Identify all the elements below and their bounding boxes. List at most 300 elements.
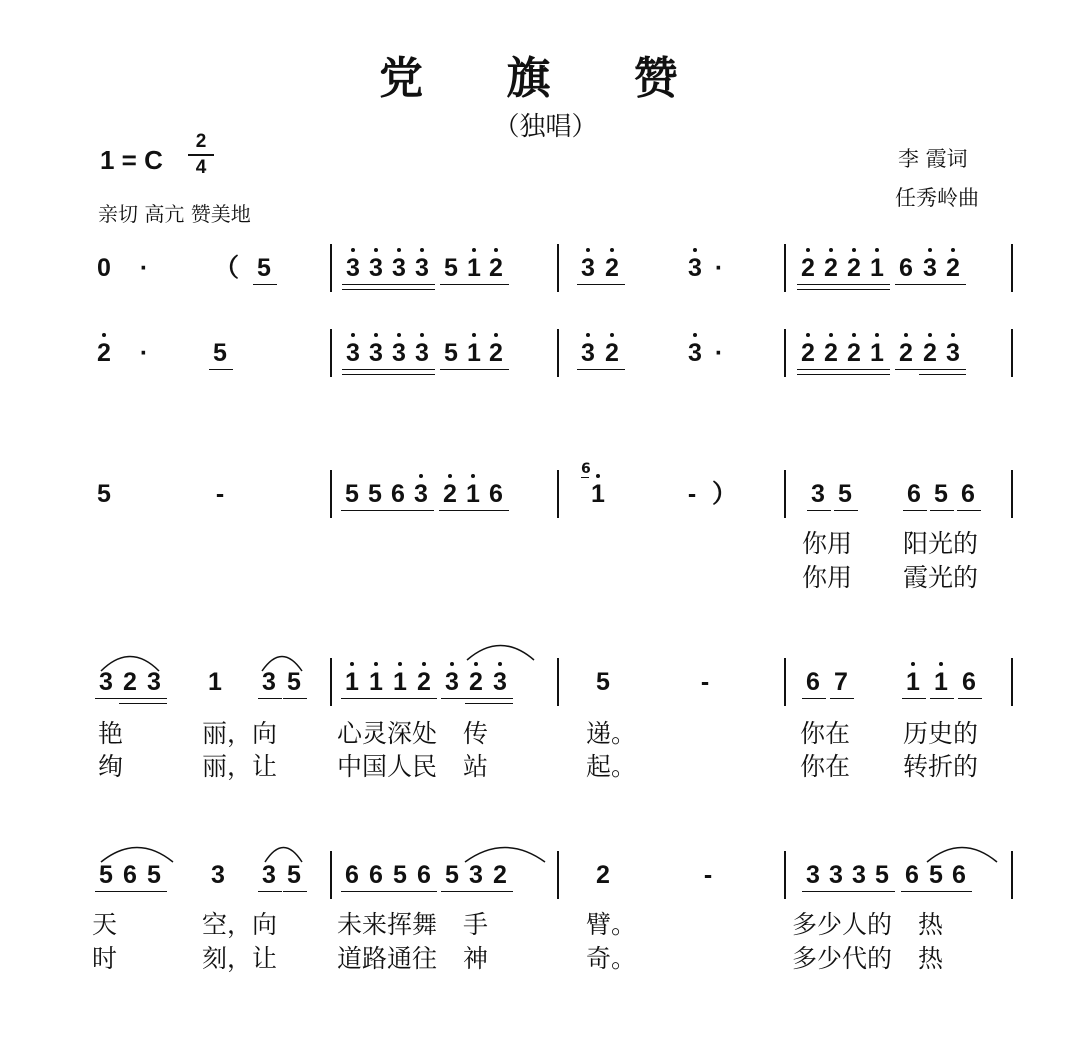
- beam-line: [843, 289, 867, 290]
- note: 6: [391, 480, 405, 508]
- octave-dot: [472, 248, 476, 252]
- lyric-text: 热: [918, 944, 944, 973]
- beam-line: [848, 891, 872, 892]
- beam-line: [866, 289, 890, 290]
- note: 3: [852, 861, 866, 889]
- beam-line: [895, 369, 919, 370]
- note: 2: [417, 668, 431, 696]
- song-title: 党 旗 赞: [379, 53, 712, 104]
- note: 1: [906, 668, 920, 696]
- note: 5: [444, 339, 458, 367]
- note: 3: [346, 254, 360, 282]
- octave-dot: [806, 333, 810, 337]
- beam-line: [866, 284, 890, 285]
- note: 5: [287, 668, 301, 696]
- beam-line: [388, 369, 412, 370]
- note: 2: [443, 480, 457, 508]
- note: 2: [801, 254, 815, 282]
- beam-line: [919, 369, 943, 370]
- barline: [557, 851, 559, 899]
- note: 2: [801, 339, 815, 367]
- beam-line: [930, 698, 954, 699]
- note: ·: [139, 254, 149, 282]
- note: 1: [870, 254, 884, 282]
- beam-line: [441, 891, 465, 892]
- lyric-text: 丽，向: [202, 719, 278, 748]
- note: 5: [213, 339, 227, 367]
- octave-dot: [610, 333, 614, 337]
- note: 2: [596, 861, 610, 889]
- note: 6: [961, 480, 975, 508]
- beam-line: [341, 698, 365, 699]
- note: 3: [262, 668, 276, 696]
- lyric-text: 转折的: [903, 752, 979, 781]
- note: 6: [489, 480, 503, 508]
- octave-dot: [939, 662, 943, 666]
- octave-dot: [951, 248, 955, 252]
- note: 5: [929, 861, 943, 889]
- note: -: [703, 861, 713, 889]
- octave-dot: [472, 333, 476, 337]
- beam-line: [958, 698, 982, 699]
- octave-dot: [397, 333, 401, 337]
- lyric-text: 道路通往: [337, 944, 438, 973]
- barline: [557, 470, 559, 518]
- slur: [261, 656, 303, 672]
- barline: [557, 658, 559, 706]
- note: 6: [123, 861, 137, 889]
- lyric-text: 奇。: [586, 944, 637, 973]
- octave-dot: [398, 662, 402, 666]
- note: 2: [605, 339, 619, 367]
- octave-dot: [450, 662, 454, 666]
- beam-line: [802, 698, 826, 699]
- lyric-text: 历史的: [903, 719, 979, 748]
- barline: [330, 851, 332, 899]
- beam-line: [942, 374, 966, 375]
- lyric-text: 你在: [800, 719, 851, 748]
- beam-line: [387, 510, 411, 511]
- beam-line: [925, 891, 949, 892]
- beam-line: [485, 284, 509, 285]
- beam-line: [820, 284, 844, 285]
- lyric-text: 你在: [800, 752, 851, 781]
- beam-line: [797, 374, 821, 375]
- octave-dot: [350, 662, 354, 666]
- note: 2: [946, 254, 960, 282]
- beam-line: [465, 703, 489, 704]
- note: 5: [393, 861, 407, 889]
- beam-line: [902, 698, 926, 699]
- beam-line: [341, 510, 365, 511]
- note: 5: [345, 480, 359, 508]
- octave-dot: [610, 248, 614, 252]
- barline: [1011, 851, 1013, 899]
- beam-line: [601, 284, 625, 285]
- note: 5: [838, 480, 852, 508]
- lyric-text: 阳光的: [903, 529, 979, 558]
- beam-line: [797, 369, 821, 370]
- note: 2: [97, 339, 111, 367]
- note: -: [687, 480, 697, 508]
- key-signature: 1 = C: [100, 145, 163, 175]
- note: 3: [392, 254, 406, 282]
- beam-line: [820, 374, 844, 375]
- lyric-text: 多少代的: [792, 944, 893, 973]
- note: 1: [345, 668, 359, 696]
- beam-line: [365, 369, 389, 370]
- barline: [1011, 244, 1013, 292]
- beam-line: [342, 284, 366, 285]
- beam-line: [283, 698, 307, 699]
- note: ）: [712, 480, 738, 508]
- note: （: [214, 254, 240, 282]
- beam-line: [485, 369, 509, 370]
- octave-dot: [474, 662, 478, 666]
- beam-line: [802, 891, 826, 892]
- note: 3: [99, 668, 113, 696]
- note: 5: [444, 254, 458, 282]
- lyric-text: 刻，让: [202, 944, 278, 973]
- octave-dot: [928, 333, 932, 337]
- lyric-text: 起。: [586, 752, 637, 781]
- beam-line: [143, 698, 167, 699]
- barline: [1011, 329, 1013, 377]
- note: 2: [605, 254, 619, 282]
- beam-line: [388, 374, 412, 375]
- beam-line: [119, 698, 143, 699]
- beam-line: [465, 698, 489, 699]
- beam-line: [365, 698, 389, 699]
- barline: [784, 329, 786, 377]
- beam-line: [463, 369, 487, 370]
- note: 3: [811, 480, 825, 508]
- note: -: [215, 480, 225, 508]
- note: 5: [596, 668, 610, 696]
- beam-line: [942, 284, 966, 285]
- note: 1: [208, 668, 222, 696]
- octave-dot: [471, 474, 475, 478]
- lyric-text: 空，向: [202, 910, 278, 939]
- lyric-text: 手: [463, 910, 489, 939]
- beam-line: [341, 891, 365, 892]
- barline: [784, 470, 786, 518]
- beam-line: [389, 891, 413, 892]
- lyric-text: 绚: [98, 752, 124, 781]
- lyric-text: 心灵深处: [337, 719, 438, 748]
- note: 5: [97, 480, 111, 508]
- note: 2: [923, 339, 937, 367]
- beam-line: [440, 284, 464, 285]
- note: 3: [147, 668, 161, 696]
- beam-line: [485, 510, 509, 511]
- note: 2: [824, 254, 838, 282]
- octave-dot: [586, 248, 590, 252]
- beam-line: [258, 698, 282, 699]
- octave-dot: [875, 248, 879, 252]
- note: 3: [493, 668, 507, 696]
- beam-line: [797, 289, 821, 290]
- beam-line: [903, 510, 927, 511]
- octave-dot: [374, 248, 378, 252]
- note: 2: [847, 339, 861, 367]
- octave-dot: [596, 474, 600, 478]
- note: 6: [907, 480, 921, 508]
- note: 6: [345, 861, 359, 889]
- note: 3: [392, 339, 406, 367]
- slur: [100, 847, 174, 863]
- octave-dot: [419, 474, 423, 478]
- note: 6: [962, 668, 976, 696]
- octave-dot: [420, 333, 424, 337]
- lyric-text: 神: [463, 944, 489, 973]
- octave-dot: [586, 333, 590, 337]
- barline: [330, 329, 332, 377]
- note: 5: [287, 861, 301, 889]
- beam-line: [413, 698, 437, 699]
- octave-dot: [829, 333, 833, 337]
- beam-line: [834, 510, 858, 511]
- note: 1: [934, 668, 948, 696]
- beam-line: [441, 698, 465, 699]
- beam-line: [825, 891, 849, 892]
- beam-line: [342, 289, 366, 290]
- octave-dot: [693, 333, 697, 337]
- octave-dot: [420, 248, 424, 252]
- beam-line: [871, 891, 895, 892]
- barline: [784, 658, 786, 706]
- lyric-text: 递。: [586, 719, 637, 748]
- beam-line: [462, 510, 486, 511]
- lyricist-credit: 李 霞词: [898, 147, 968, 171]
- slur: [264, 847, 303, 863]
- note: 5: [445, 861, 459, 889]
- slur: [466, 645, 535, 661]
- octave-dot: [374, 662, 378, 666]
- beam-line: [919, 284, 943, 285]
- octave-dot: [351, 248, 355, 252]
- note: 3: [581, 339, 595, 367]
- beam-line: [577, 369, 601, 370]
- slur: [464, 847, 546, 863]
- beam-line: [364, 510, 388, 511]
- note: 6: [417, 861, 431, 889]
- note: 1: [467, 254, 481, 282]
- note: 6: [905, 861, 919, 889]
- note: 5: [875, 861, 889, 889]
- beam-line: [830, 698, 854, 699]
- beam-line: [365, 289, 389, 290]
- note: 2: [469, 668, 483, 696]
- note: 3: [445, 668, 459, 696]
- note: 5: [147, 861, 161, 889]
- lyric-text: 站: [463, 752, 489, 781]
- beam-line: [258, 891, 282, 892]
- beam-line: [342, 369, 366, 370]
- beam-line: [411, 374, 435, 375]
- beam-line: [930, 510, 954, 511]
- beam-line: [411, 289, 435, 290]
- note: 6: [952, 861, 966, 889]
- beam-line: [577, 284, 601, 285]
- lyric-text: 时: [92, 944, 118, 973]
- note: 5: [934, 480, 948, 508]
- barline: [1011, 470, 1013, 518]
- note: 5: [368, 480, 382, 508]
- note: 2: [489, 339, 503, 367]
- barline: [330, 470, 332, 518]
- lyric-text: 你用: [802, 563, 853, 592]
- octave-dot: [374, 333, 378, 337]
- beam-line: [342, 374, 366, 375]
- beam-line: [489, 698, 513, 699]
- lyric-text: 臂。: [586, 910, 637, 939]
- beam-line: [489, 891, 513, 892]
- beam-line: [957, 510, 981, 511]
- barline: [557, 329, 559, 377]
- barline: [784, 851, 786, 899]
- octave-dot: [829, 248, 833, 252]
- beam-line: [413, 891, 437, 892]
- beam-line: [866, 369, 890, 370]
- note: 1: [466, 480, 480, 508]
- beam-line: [253, 284, 277, 285]
- lyric-text: 艳: [98, 719, 124, 748]
- octave-dot: [904, 333, 908, 337]
- beam-line: [843, 374, 867, 375]
- note: 2: [847, 254, 861, 282]
- beam-line: [283, 891, 307, 892]
- beam-line: [820, 369, 844, 370]
- beam-line: [465, 891, 489, 892]
- note: 3: [688, 254, 702, 282]
- beam-line: [948, 891, 972, 892]
- beam-line: [843, 284, 867, 285]
- note: 1: [393, 668, 407, 696]
- note: 0: [97, 254, 111, 282]
- barline: [1011, 658, 1013, 706]
- note: 1: [369, 668, 383, 696]
- note: 3: [415, 339, 429, 367]
- time-signature-bottom: 4: [195, 157, 207, 178]
- octave-dot: [448, 474, 452, 478]
- grace-beam: [581, 477, 589, 478]
- lyric-text: 天: [92, 910, 118, 939]
- octave-dot: [852, 248, 856, 252]
- barline: [784, 244, 786, 292]
- beam-line: [439, 510, 463, 511]
- barline: [330, 244, 332, 292]
- barline: [330, 658, 332, 706]
- octave-dot: [422, 662, 426, 666]
- beam-line: [119, 891, 143, 892]
- lyric-text: 未来挥舞: [337, 910, 438, 939]
- note: 2: [489, 254, 503, 282]
- time-signature-top: 2: [195, 131, 207, 152]
- note: 6: [806, 668, 820, 696]
- note: ·: [714, 254, 724, 282]
- lyric-text: 中国人民: [337, 752, 438, 781]
- song-subtitle: （独唱）: [493, 112, 598, 142]
- note: 1: [591, 480, 605, 508]
- note: 3: [346, 339, 360, 367]
- octave-dot: [102, 333, 106, 337]
- note: 3: [688, 339, 702, 367]
- beam-line: [797, 284, 821, 285]
- beam-line: [411, 284, 435, 285]
- lyric-text: 多少人的: [792, 910, 893, 939]
- note: 3: [581, 254, 595, 282]
- octave-dot: [911, 662, 915, 666]
- note: 1: [467, 339, 481, 367]
- beam-line: [919, 374, 943, 375]
- note: 3: [829, 861, 843, 889]
- beam-line: [119, 703, 143, 704]
- note: 5: [257, 254, 271, 282]
- lyric-text: 霞光的: [903, 563, 979, 592]
- lyric-text: 热: [918, 910, 944, 939]
- lyric-text: 传: [463, 719, 489, 748]
- octave-dot: [494, 333, 498, 337]
- beam-line: [489, 703, 513, 704]
- note: 3: [262, 861, 276, 889]
- lyric-text: 丽，让: [202, 752, 278, 781]
- note: 3: [211, 861, 225, 889]
- beam-line: [95, 698, 119, 699]
- beam-line: [440, 369, 464, 370]
- octave-dot: [693, 248, 697, 252]
- note: -: [700, 668, 710, 696]
- beam-line: [807, 510, 831, 511]
- note: 3: [923, 254, 937, 282]
- composer-credit: 任秀岭曲: [895, 186, 979, 210]
- beam-line: [95, 891, 119, 892]
- note: 3: [414, 480, 428, 508]
- beam-line: [411, 369, 435, 370]
- tempo-marking: 亲切 高亢 赞美地: [98, 202, 251, 226]
- beam-line: [901, 891, 925, 892]
- note: ·: [714, 339, 724, 367]
- note: 3: [806, 861, 820, 889]
- note: 2: [493, 861, 507, 889]
- beam-line: [866, 374, 890, 375]
- octave-dot: [397, 248, 401, 252]
- beam-line: [843, 369, 867, 370]
- note: 3: [469, 861, 483, 889]
- grace-note: 6: [581, 461, 591, 477]
- octave-dot: [494, 248, 498, 252]
- slur: [100, 656, 160, 672]
- beam-line: [143, 891, 167, 892]
- note: 6: [899, 254, 913, 282]
- octave-dot: [351, 333, 355, 337]
- note: 3: [415, 254, 429, 282]
- octave-dot: [875, 333, 879, 337]
- beam-line: [388, 284, 412, 285]
- beam-line: [820, 289, 844, 290]
- note: 3: [369, 254, 383, 282]
- slur: [926, 847, 998, 863]
- beam-line: [895, 284, 919, 285]
- beam-line: [365, 284, 389, 285]
- note: 3: [946, 339, 960, 367]
- beam-line: [410, 510, 434, 511]
- beam-line: [209, 369, 233, 370]
- beam-line: [365, 891, 389, 892]
- beam-line: [942, 369, 966, 370]
- beam-line: [463, 284, 487, 285]
- beam-line: [143, 703, 167, 704]
